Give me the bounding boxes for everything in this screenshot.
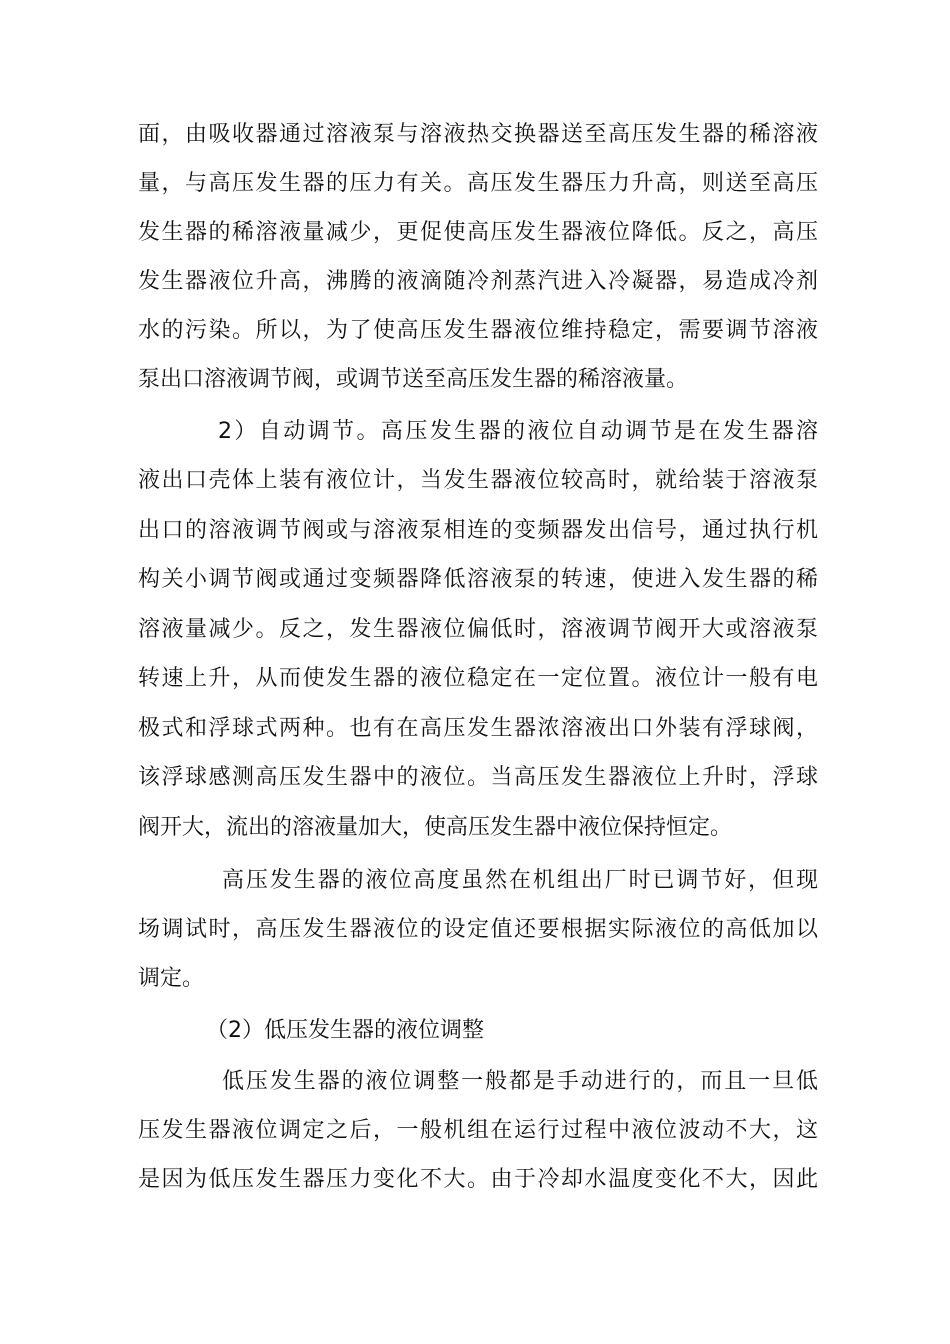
- paragraph-line: 高压发生器的液位高度虽然在机组出厂时已调节好，但现: [222, 868, 818, 893]
- paragraph-line: 量，与高压发生器的压力有关。高压发生器压力升高，则送至高压: [138, 171, 818, 196]
- paragraph-line: 是因为低压发生器压力变化不大。由于冷却水温度变化不大，因此: [138, 1167, 818, 1192]
- paragraph-line: 构关小调节阀或通过变频器降低溶液泵的转速，使进入发生器的稀: [138, 567, 818, 592]
- paragraph-line: 发生器液位升高，沸腾的液滴随冷剂蒸汽进入冷凝器，易造成冷剂: [138, 269, 818, 294]
- paragraph-line: 极式和浮球式两种。也有在高压发生器浓溶液出口外装有浮球阀，: [138, 716, 818, 741]
- paragraph-line: 低压发生器的液位调整一般都是手动进行的，而且一旦低: [222, 1069, 818, 1094]
- paragraph-line: 2）自动调节。高压发生器的液位自动调节是在发生器溶: [218, 419, 818, 444]
- paragraph-line: 水的污染。所以，为了使高压发生器液位维持稳定，需要调节溶液: [138, 318, 818, 343]
- paragraph-line: 压发生器液位调定之后，一般机组在运行过程中液位波动不大，这: [138, 1118, 818, 1143]
- paragraph-line: 转速上升，从而使发生器的液位稳定在一定位置。液位计一般有电: [138, 666, 818, 691]
- paragraph-line: 液出口壳体上装有液位计，当发生器液位较高时，就给装于溶液泵: [138, 468, 818, 493]
- section-heading: （2）低压发生器的液位调整: [206, 1018, 484, 1043]
- paragraph-line: 面，由吸收器通过溶液泵与溶液热交换器送至高压发生器的稀溶液: [138, 122, 818, 147]
- paragraph-line: 场调试时，高压发生器液位的设定值还要根据实际液位的高低加以: [138, 917, 818, 942]
- paragraph-line: 溶液量减少。反之，发生器液位偏低时，溶液调节阀开大或溶液泵: [138, 617, 818, 642]
- paragraph-line: 发生器的稀溶液量减少，更促使高压发生器液位降低。反之，高压: [138, 220, 818, 245]
- paragraph-line: 调定。: [138, 966, 205, 991]
- paragraph-line: 阀开大，流出的溶液量加大，使高压发生器中液位保持恒定。: [138, 815, 733, 840]
- paragraph-line: 泵出口溶液调节阀，或调节送至高压发生器的稀溶液量。: [138, 367, 689, 392]
- paragraph-line: 该浮球感测高压发生器中的液位。当高压发生器液位上升时，浮球: [138, 765, 818, 790]
- paragraph-line: 出口的溶液调节阀或与溶液泵相连的变频器发出信号，通过执行机: [138, 518, 818, 543]
